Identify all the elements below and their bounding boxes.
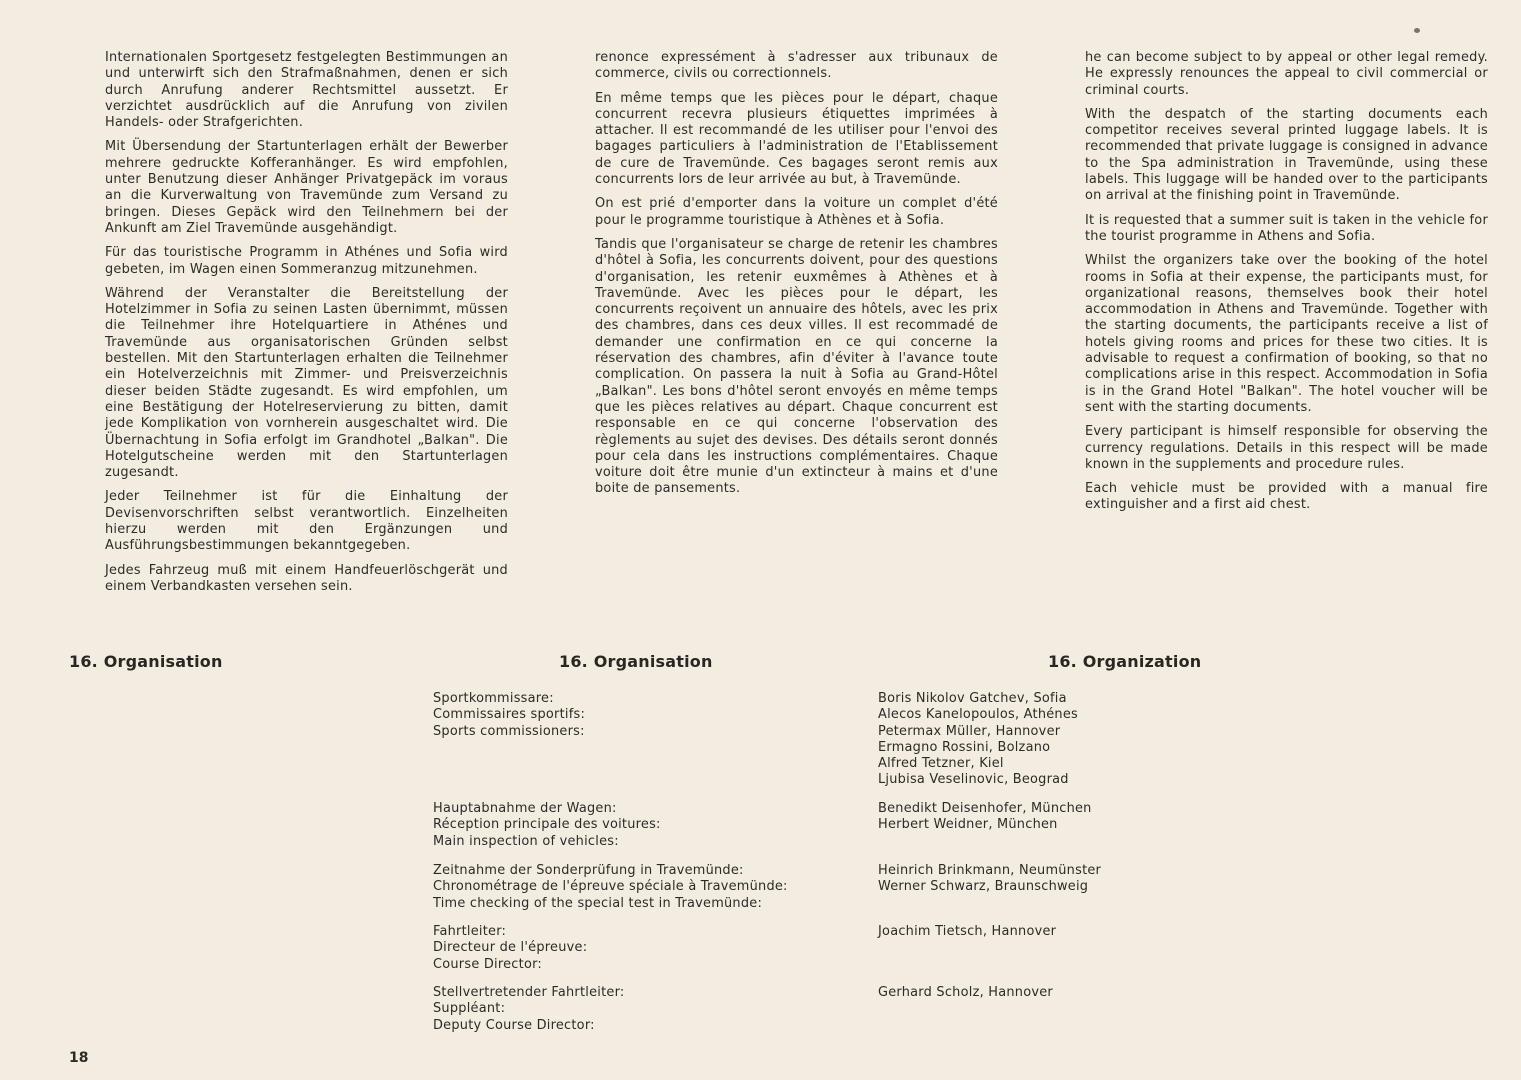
role-labels [433, 924, 863, 973]
section-heading-english: 16. Organization [1048, 652, 1202, 671]
role-labels [433, 801, 863, 850]
role-label: Stellvertretender Fahrtleiter: [433, 985, 625, 1000]
role-label: Chronométrage de l'épreuve spéciale à Travemünde: [433, 879, 788, 895]
person-name: Ljubisa Veselinovic, Beograd [878, 772, 1069, 788]
paragraph: Jeder Teilnehmer ist für die Einhaltung der Devisenvorschriften selbst verantwortlich. Einzelheiten hierzu werden mit den Ergänzungen und Ausführungsbestimmungen bekanntgegeben. [105, 489, 508, 554]
role-labels [433, 985, 863, 1034]
paragraph: Während der Veranstalter die Bereitstellung der Hotelzimmer in Sofia zu seinen Lasten übernimmt, müssen die Teilnehmer ihre Hotelquartiere in Athénes und Travemünde aus organisatorischen Gründen selbst bestellen. Mit den Startunterlagen erhalten die Teilnehmer ein Hotelverzeichnis mit Zimmer- und Preisverzeichnis dieser beiden Städte zugesandt. Es wird empfohlen, um eine Bestätigung der Hotelreservierung zu bitten, damit jede Komplikation von vornherein ausgeschaltet wird. Die Übernachtung in Sofia erfolgt im Grandhotel „Balkan". Die Hotelgutscheine werden mit den Startunterlagen zugesandt. [105, 285, 508, 481]
paragraph: Internationalen Sportgesetz festgelegten Bestimmungen an und unterwirft sich den Strafmaßnahmen, denen er sich durch Anrufung anderer Rechtsmittel aussetzt. Er verzichtet ausdrücklich auf die Anrufung von zivilen Handels- oder Strafgerichten. [105, 50, 508, 131]
paragraph: On est prié d'emporter dans la voiture un complet d'été pour le programme touristique à Athènes et à Sofia. [595, 196, 998, 228]
role-label: Hauptabnahme der Wagen: [433, 801, 617, 816]
role-label: Sportkommissare: [433, 691, 554, 706]
ink-speck [1414, 28, 1420, 33]
section-heading-german: 16. Organisation [69, 652, 223, 671]
paragraph: renonce expressément à s'adresser aux tribunaux de commerce, civils ou correctionnels. [595, 50, 998, 82]
section-heading-french: 16. Organisation [559, 652, 713, 671]
paragraph: Jedes Fahrzeug muß mit einem Handfeuerlöschgerät und einem Verbandkasten versehen sein. [105, 562, 508, 594]
person-name: Alecos Kanelopoulos, Athénes [878, 707, 1078, 723]
role-label: Suppléant: [433, 1001, 506, 1017]
english-text-column [1085, 50, 1488, 522]
role-label: Commissaires sportifs: [433, 707, 586, 723]
person-name: Werner Schwarz, Braunschweig [878, 879, 1089, 895]
paragraph: Mit Übersendung der Startunterlagen erhält der Bewerber mehrere gedruckte Kofferanhänger. Es wird empfohlen, unter Benutzung dieser Anhänger Privatgepäck im voraus an die Kurverwaltung von Travemünde zum Versand zu bringen. Dieses Gepäck wird den Teilnehmern bei der Ankunft am Ziel Travemünde ausgehändigt. [105, 139, 508, 236]
role-label: Course Director: [433, 956, 543, 972]
role-label: Zeitnahme der Sonderprüfung in Travemünde: [433, 863, 744, 878]
paragraph: It is requested that a summer suit is taken in the vehicle for the tourist programme in Athens and Sofia. [1085, 212, 1488, 244]
paragraph: Every participant is himself responsible for observing the currency regulations. Details in this respect will be made known in the supplements and procedure rules. [1085, 424, 1488, 472]
role-label: Réception principale des voitures: [433, 817, 661, 833]
person-list [878, 801, 1298, 834]
role-labels [433, 691, 863, 740]
person-name: Heinrich Brinkmann, Neumünster [878, 863, 1102, 878]
person-list [878, 924, 1298, 940]
person-name: Herbert Weidner, München [878, 817, 1058, 833]
german-text-column [105, 50, 508, 603]
person-name: Gerhard Scholz, Hannover [878, 985, 1053, 1000]
role-label: Directeur de l'épreuve: [433, 940, 588, 956]
paragraph: he can become subject to by appeal or other legal remedy. He expressly renounces the appeal to civil commercial or criminal courts. [1085, 50, 1488, 98]
person-name: Alfred Tetzner, Kiel [878, 756, 1004, 772]
paragraph: En même temps que les pièces pour le départ, chaque concurrent recevra plusieurs étiquettes imprimées à attacher. Il est recommandé de les utiliser pour l'envoi des bagages particuliers à l'administration de l'Etablissement de cure de Travemünde. Ces bagages seront remis aux concurrents lors de leur arrivée au but, à Travemünde. [595, 90, 998, 188]
person-list [878, 863, 1298, 896]
person-list [878, 985, 1298, 1001]
person-name: Petermax Müller, Hannover [878, 723, 1061, 739]
role-label: Fahrtleiter: [433, 924, 507, 939]
role-labels [433, 863, 863, 912]
role-label: Main inspection of vehicles: [433, 833, 619, 849]
person-name: Ermagno Rossini, Bolzano [878, 739, 1051, 755]
role-label: Deputy Course Director: [433, 1017, 595, 1033]
paragraph: Whilst the organizers take over the booking of the hotel rooms in Sofia at their expense, the participants must, for organizational reasons, themselves book their hotel accommodation in Athens and Travemünde. Together with the starting documents, the participants receive a list of hotels giving rooms and prices for these two cities. It is advisable to request a confirmation of booking, so that no complications arise in this respect. Accommodation in Sofia is in the Grand Hotel "Balkan". The hotel voucher will be sent with the starting documents. [1085, 253, 1488, 415]
person-list [878, 691, 1298, 789]
role-label: Sports commissioners: [433, 723, 585, 739]
paragraph: Für das touristische Programm in Athénes und Sofia wird gebeten, im Wagen einen Sommeranzug mitzunehmen. [105, 245, 508, 277]
page-number: 18 [69, 1050, 89, 1066]
paragraph: With the despatch of the starting documents each competitor receives several printed luggage labels. It is recommended that private luggage is consigned in advance to the Spa administration in Travemünde, using these labels. This luggage will be handed over to the participants on arrival at the finishing point in Travemünde. [1085, 106, 1488, 204]
paragraph: Tandis que l'organisateur se charge de retenir les chambres d'hôtel à Sofia, les concurrents doivent, pour des questions d'organisation, les retenir euxmêmes à Athènes et à Travemünde. Avec les pièces pour le départ, les concurrents reçoivent un annuaire des hôtels, avec les prix des chambres, dans ces deux villes. Il est recommadé de demander une confirmation en ce qui concerne la réservation des chambres, afin d'éviter à l'avance toute complication. On passera la nuit à Sofia au Grand-Hôtel „Balkan". Les bons d'hôtel seront envoyés en même temps que les pièces relatives au départ. Chaque concurrent est responsable en ce qui concerne l'observation des règlements au sujet des devises. Des détails seront donnés pour cela dans les instructions complémentaires. Chaque voiture doit être munie d'un extincteur à mains et d'une boite de pansements. [595, 236, 998, 497]
role-label: Time checking of the special test in Travemünde: [433, 895, 763, 911]
person-name: Boris Nikolov Gatchev, Sofia [878, 691, 1067, 706]
french-text-column [595, 50, 998, 506]
person-name: Benedikt Deisenhofer, München [878, 801, 1092, 816]
person-name: Joachim Tietsch, Hannover [878, 924, 1057, 939]
paragraph: Each vehicle must be provided with a manual fire extinguisher and a first aid chest. [1085, 481, 1488, 513]
